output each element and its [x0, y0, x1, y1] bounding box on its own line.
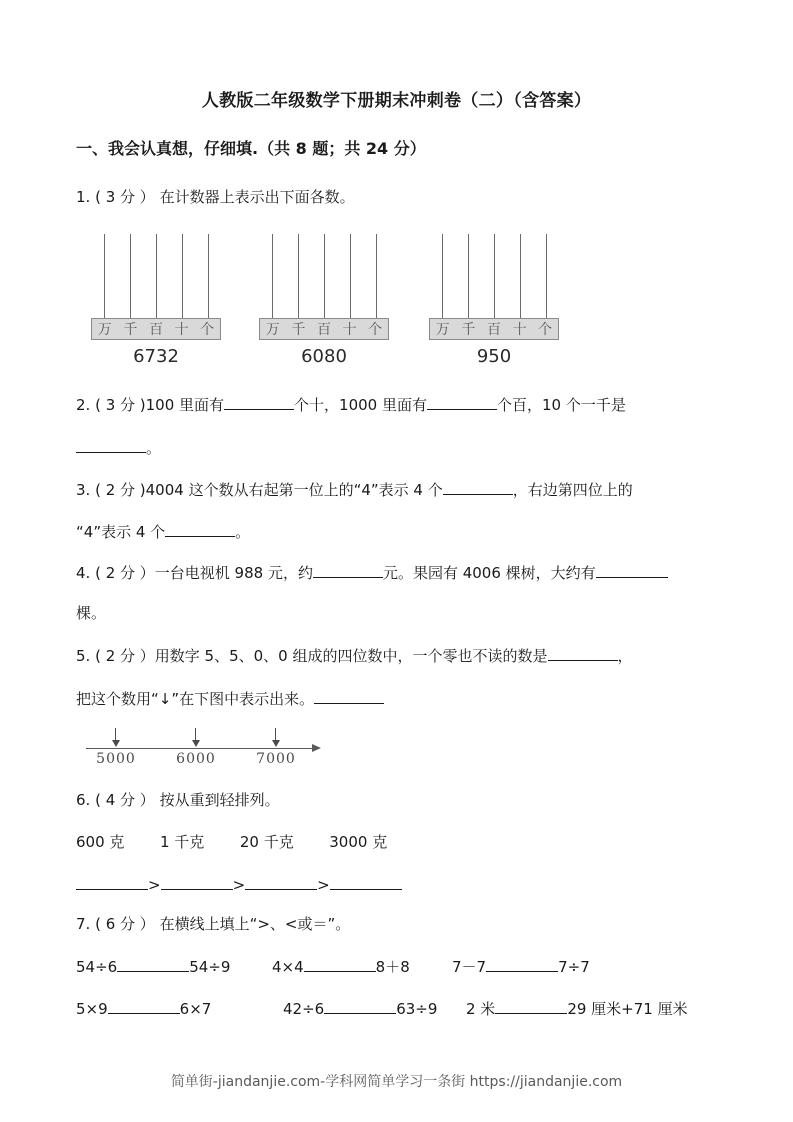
question-3	[76, 479, 633, 500]
question-3-text: “4”表示 4 个	[76, 523, 166, 541]
question-2-prefix: 2. ( 3 分 )	[76, 396, 146, 414]
question-3-cont	[76, 521, 250, 542]
place-label: 百	[486, 322, 501, 338]
answer-blank[interactable]	[330, 874, 402, 890]
document-title: 人教版二年级数学下册期末冲刺卷（二）（含答案）	[201, 91, 592, 111]
compare-right: 63÷9	[396, 1000, 438, 1018]
answer-blank[interactable]	[596, 562, 668, 578]
abacus-rod	[156, 234, 157, 318]
answer-blank[interactable]	[108, 998, 180, 1014]
place-label: 个	[368, 322, 383, 338]
place-label: 万	[97, 322, 112, 338]
question-3-prefix: 3. ( 2 分 )	[76, 481, 146, 499]
weight-item: 20 千克	[239, 833, 294, 851]
compare-left: 7－7	[452, 958, 487, 976]
question-2-text: 100 里面有	[145, 396, 225, 414]
abacus-rod	[350, 234, 351, 318]
abacus-rod	[494, 234, 495, 318]
compare-right: 29 厘米+71 厘米	[567, 1000, 688, 1018]
greater-than-sign: >	[232, 876, 246, 894]
question-4-text: 元。果园有 4006 棵树，大约有	[382, 564, 596, 582]
compare-left: 54÷6	[76, 958, 118, 976]
abacus-rod	[520, 234, 521, 318]
compare-right: 7÷7	[558, 958, 590, 976]
abacus-frame	[429, 318, 559, 340]
compare-row-1	[452, 956, 590, 977]
place-label: 个	[538, 322, 553, 338]
abacus-950	[429, 234, 561, 374]
answer-blank[interactable]	[224, 394, 294, 410]
greater-than-sign: >	[317, 876, 330, 894]
question-6-answer	[76, 874, 402, 895]
answer-blank[interactable]	[76, 874, 148, 890]
answer-blank[interactable]	[117, 956, 189, 972]
compare-left: 4×4	[272, 958, 304, 976]
question-5-text: ，	[617, 647, 633, 665]
place-label: 十	[174, 322, 189, 338]
compare-left: 2 米	[466, 1000, 496, 1018]
place-label: 万	[265, 322, 280, 338]
answer-blank[interactable]	[245, 874, 317, 890]
place-label: 百	[148, 322, 163, 338]
question-2-text: 。	[146, 439, 162, 457]
answer-blank[interactable]	[324, 998, 396, 1014]
answer-blank[interactable]	[314, 688, 384, 704]
answer-blank[interactable]	[313, 562, 383, 578]
compare-row-2	[283, 998, 437, 1019]
question-1-text: 在计数器上表示出下面各数。	[159, 188, 355, 206]
abacus-rod	[546, 234, 547, 318]
place-label: 千	[291, 322, 306, 338]
question-7-text: 在横线上填上“>、<或＝”。	[159, 915, 351, 933]
question-6-text: 按从重到轻排列。	[159, 791, 280, 809]
question-7-prefix: 7. ( 6 分 ）	[76, 915, 155, 933]
compare-left: 42÷6	[283, 1000, 325, 1018]
abacus-rod	[104, 234, 105, 318]
compare-left: 5×9	[76, 1000, 108, 1018]
question-1-prefix: 1. ( 3 分 ）	[76, 188, 155, 206]
abacus-6732	[91, 234, 223, 374]
abacus-rod	[298, 234, 299, 318]
weight-item: 3000 克	[329, 833, 388, 851]
compare-row-2	[76, 998, 211, 1019]
arrow-down-icon	[111, 728, 121, 747]
place-label: 千	[461, 322, 476, 338]
compare-right: 54÷9	[189, 958, 231, 976]
place-label: 个	[200, 322, 215, 338]
footer-watermark: 简单街-jiandanjie.com-学科网简单学习一条街 https://jiandanjie.com	[170, 1074, 623, 1090]
arrow-right-icon	[312, 744, 321, 752]
question-2-text: 个百，10 个一千是	[497, 396, 626, 414]
abacus-number: 950	[476, 346, 512, 367]
abacus-rod	[376, 234, 377, 318]
abacus-rod	[208, 234, 209, 318]
weight-item: 1 千克	[159, 833, 205, 851]
answer-blank[interactable]	[76, 437, 146, 453]
question-4-text: 棵。	[76, 604, 107, 622]
question-4	[76, 562, 668, 583]
place-label: 千	[123, 322, 138, 338]
compare-right: 6×7	[179, 1000, 212, 1018]
question-4-text: 一台电视机 988 元，约	[154, 564, 313, 582]
question-3-text: 4004 这个数从右起第一位上的“4”表示 4 个	[145, 481, 443, 499]
answer-blank[interactable]	[548, 645, 618, 661]
question-6-items	[76, 832, 387, 852]
number-line-label: 7000	[256, 751, 296, 767]
greater-than-sign: >	[148, 876, 161, 894]
question-3-text: ，右边第四位上的	[512, 481, 633, 499]
number-line-axis	[86, 748, 314, 749]
abacus-6080	[259, 234, 391, 374]
question-7	[76, 914, 350, 934]
arrow-down-icon	[271, 728, 281, 747]
compare-row-1	[272, 956, 410, 977]
weight-item: 600 克	[76, 833, 125, 851]
compare-right: 8＋8	[375, 958, 410, 976]
section-heading: 一、我会认真想，仔细填.（共 8 题；共 24 分）	[76, 139, 426, 158]
place-label: 万	[435, 322, 450, 338]
answer-blank[interactable]	[443, 479, 513, 495]
abacus-rod	[468, 234, 469, 318]
question-5-text: 用数字 5、5、0、0 组成的四位数中，一个零也不读的数是	[154, 647, 548, 665]
abacus-frame	[91, 318, 221, 340]
question-5	[76, 645, 633, 666]
abacus-rod	[182, 234, 183, 318]
place-label: 百	[316, 322, 331, 338]
question-5-prefix: 5. ( 2 分 ）	[76, 647, 155, 665]
abacus-rod	[130, 234, 131, 318]
question-4-prefix: 4. ( 2 分 ）	[76, 564, 155, 582]
question-5-cont	[76, 688, 384, 709]
question-6-prefix: 6. ( 4 分 ）	[76, 791, 155, 809]
abacus-rod	[324, 234, 325, 318]
number-line-label: 6000	[176, 751, 216, 767]
question-5-text: 把这个数用“↓”在下图中表示出来。	[76, 690, 315, 708]
abacus-rod	[272, 234, 273, 318]
question-1	[76, 187, 355, 207]
answer-blank[interactable]	[161, 874, 233, 890]
number-line-label: 5000	[96, 751, 136, 767]
arrow-down-icon	[191, 728, 201, 747]
question-2-text: 个十，1000 里面有	[294, 396, 427, 414]
abacus-frame	[259, 318, 389, 340]
question-4-cont	[76, 603, 106, 623]
compare-row-1	[76, 956, 230, 977]
answer-blank[interactable]	[427, 394, 497, 410]
abacus-number: 6732	[133, 346, 179, 367]
number-line	[86, 728, 322, 772]
answer-blank[interactable]	[486, 956, 558, 972]
abacus-number: 6080	[301, 346, 347, 367]
answer-blank[interactable]	[165, 521, 235, 537]
place-label: 十	[512, 322, 527, 338]
answer-blank[interactable]	[304, 956, 376, 972]
question-3-text: 。	[235, 523, 251, 541]
question-6	[76, 790, 280, 810]
question-2	[76, 394, 626, 415]
question-2-cont	[76, 437, 161, 458]
place-label: 十	[342, 322, 357, 338]
abacus-rod	[442, 234, 443, 318]
answer-blank[interactable]	[495, 998, 567, 1014]
compare-row-2	[466, 998, 688, 1019]
